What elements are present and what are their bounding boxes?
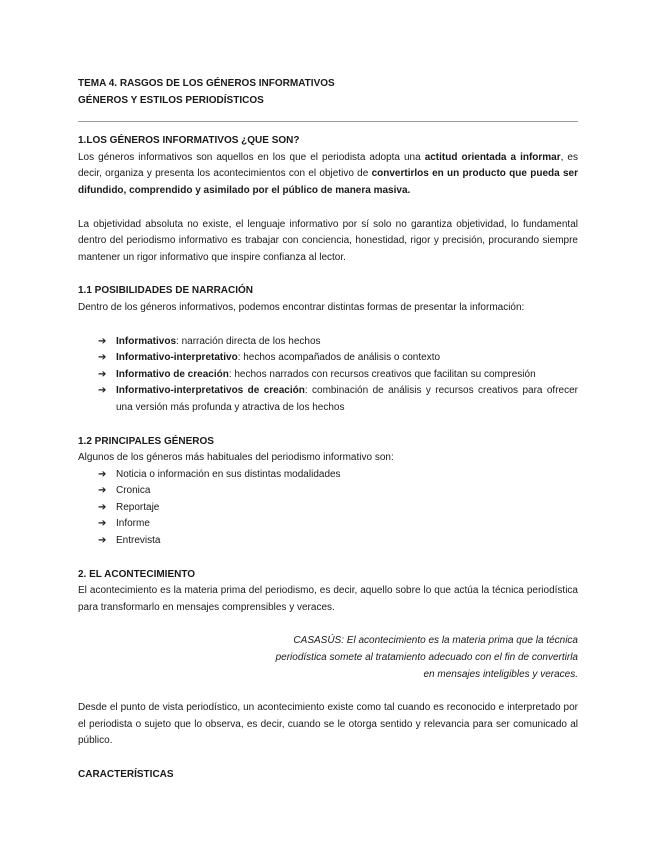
topic-subtitle: GÉNEROS Y ESTILOS PERIODÍSTICOS (78, 94, 264, 106)
list-item-term: Informativo de creación (116, 368, 229, 380)
list-item (78, 350, 578, 367)
topic-title: TEMA 4. RASGOS DE LOS GÉNEROS INFORMATIVOS (78, 78, 335, 89)
narration-list (78, 334, 578, 417)
arrow-icon: ➔ (98, 368, 107, 380)
section-2-paragraph-1: El acontecimiento es la materia prima del periodismo, es decir, aquello sobre lo que actúa la técnica periodística para transformarlo en mensajes comprensibles y veraces. (78, 585, 578, 613)
section-heading-2: 2. EL ACONTECIMIENTO (78, 568, 196, 580)
list-item (78, 500, 578, 517)
list-item (78, 533, 578, 550)
text-run: , es decir, organiza y presenta los acontecimientos con el objetivo de (78, 151, 578, 180)
list-item (78, 367, 578, 384)
bold-run: actitud orientada a informar (424, 151, 561, 163)
list-item-term: Informativo-interpretativo (116, 352, 238, 364)
text-run: Los géneros informativos son aquellos en los que el periodista adopta una (78, 151, 425, 163)
section-heading-1: 1.LOS GÉNEROS INFORMATIVOS ¿QUE SON? (78, 135, 300, 147)
section-1-paragraph-2: La objetividad absoluta no existe, el lenguaje informativo por sí solo no garantiza objetividad, lo fundamental dentro del periodismo informativo es trabajar con conciencia, honestidad, rigor y precisión, procurando siempre mantener un rigor informativo que inspire confianza al lector. (78, 218, 578, 263)
list-item-term: Informativos (116, 335, 177, 347)
genres-list (78, 467, 578, 550)
list-item (78, 516, 578, 533)
bold-run: convertirlos en un producto que pueda ser difundido, comprendido y asimilado por el público de manera masiva (78, 168, 578, 196)
list-item-desc: : hechos acompañados de análisis o contexto (237, 352, 441, 364)
section-heading-characteristics: CARACTERÍSTICAS (78, 769, 174, 780)
arrow-icon: ➔ (98, 501, 107, 513)
document-content (78, 76, 578, 784)
list-item (78, 467, 578, 484)
casasus-quote: CASASÚS: El acontecimiento es la materia prima que la técnica periodística somete al tratamiento adecuado con el fin de convertirla en mensajes inteligibles y veraces. (275, 635, 578, 680)
section-1-paragraph-1 (78, 150, 578, 200)
list-item (78, 483, 578, 500)
arrow-icon: ➔ (98, 385, 107, 397)
divider (78, 121, 578, 122)
list-item-text: Entrevista (116, 535, 161, 547)
arrow-icon: ➔ (98, 535, 107, 547)
list-item-text: Reportaje (116, 501, 160, 513)
section-1-2-intro: Algunos de los géneros más habituales del periodismo informativo son: (78, 452, 394, 464)
list-item-desc: : narración directa de los hechos (176, 335, 321, 347)
list-item-text: Informe (116, 518, 150, 530)
list-item-text: Cronica (116, 485, 151, 497)
arrow-icon: ➔ (98, 485, 107, 497)
list-item-term: Informativo-interpretativos de creación (116, 385, 305, 397)
section-heading-1-2: 1.2 PRINCIPALES GÉNEROS (78, 435, 214, 447)
list-item-text: Noticia o información en sus distintas modalidades (116, 468, 341, 480)
section-2-paragraph-2: Desde el punto de vista periodístico, un acontecimiento existe como tal cuando es reconocido e interpretado por el periodista o sujeto que lo observa, es decir, cuando se le otorga sentido y relevancia para ser comunicado al público. (78, 702, 578, 747)
section-1-1-intro: Dentro de los géneros informativos, podemos encontrar distintas formas de presentar la información: (78, 301, 525, 313)
list-item-desc: : hechos narrados con recursos creativos que facilitan su compresión (228, 368, 536, 380)
list-item-desc: : combinación de análisis y recursos creativos para ofrecer una versión más profunda y atractiva de los hechos (116, 385, 578, 413)
list-item (78, 334, 578, 351)
arrow-icon: ➔ (98, 335, 107, 347)
list-item (78, 383, 578, 416)
arrow-icon: ➔ (98, 352, 107, 364)
arrow-icon: ➔ (98, 468, 107, 480)
section-heading-1-1: 1.1 POSIBILIDADES DE NARRACIÓN (78, 285, 254, 297)
arrow-icon: ➔ (98, 518, 107, 530)
bold-run: . (407, 184, 411, 196)
